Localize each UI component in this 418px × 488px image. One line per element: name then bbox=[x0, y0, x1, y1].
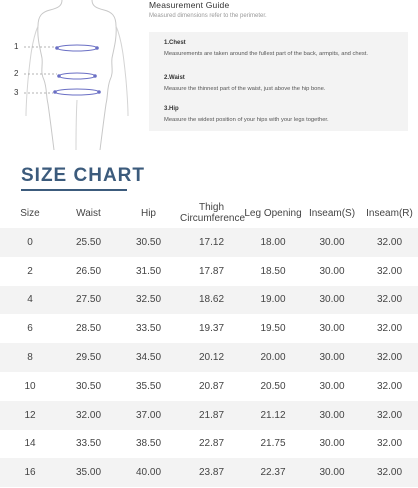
table-cell: 19.50 bbox=[260, 323, 286, 335]
body-figure-illustration bbox=[0, 0, 140, 150]
table-cell: 30.50 bbox=[135, 236, 162, 248]
hip-text: Measure the widest position of your hips with your legs together. bbox=[164, 117, 329, 123]
table-cell: 19.37 bbox=[198, 323, 225, 335]
waist-text: Measure the thinnest part of the waist, just above the hip bone. bbox=[164, 86, 326, 92]
table-cell: 30.00 bbox=[319, 352, 345, 364]
table-cell: 21.75 bbox=[260, 438, 286, 450]
table-cell: 32.00 bbox=[75, 409, 102, 421]
table-row bbox=[0, 314, 418, 343]
table-cell: 8 bbox=[27, 352, 33, 364]
table-cell: 32.00 bbox=[376, 294, 403, 306]
table-cell: 18.50 bbox=[260, 265, 286, 277]
table-cell: 32.00 bbox=[376, 265, 403, 277]
column-header: Leg Opening bbox=[244, 207, 302, 219]
table-cell: 17.12 bbox=[198, 236, 225, 248]
table-cell: 27.50 bbox=[75, 294, 102, 306]
table-cell: 14 bbox=[24, 438, 36, 450]
table-cell: 33.50 bbox=[75, 438, 102, 450]
table-cell: 31.50 bbox=[135, 265, 162, 277]
guide-title: Measurement Guide bbox=[149, 0, 230, 10]
column-header: Thigh Circumference bbox=[180, 202, 246, 224]
chest-text: Measurements are taken around the fullest part of the back, armpits, and chest. bbox=[164, 51, 368, 57]
table-cell: 10 bbox=[24, 380, 36, 392]
table-cell: 40.00 bbox=[135, 467, 162, 479]
table-cell: 2 bbox=[27, 265, 33, 277]
chest-instruction bbox=[164, 40, 399, 58]
column-header: Inseam(S) bbox=[308, 207, 356, 219]
table-cell: 21.12 bbox=[260, 409, 286, 421]
table-cell: 29.50 bbox=[75, 352, 102, 364]
table-cell: 22.37 bbox=[260, 467, 286, 479]
column-header: Inseam(R) bbox=[366, 207, 413, 219]
size-chart-table bbox=[0, 198, 418, 487]
table-cell: 35.00 bbox=[75, 467, 102, 479]
table-cell: 18.62 bbox=[198, 294, 225, 306]
table-cell: 23.87 bbox=[198, 467, 225, 479]
table-row bbox=[0, 401, 418, 430]
hip-marker-label: 3 bbox=[14, 88, 19, 97]
table-cell: 30.50 bbox=[75, 380, 102, 392]
column-header: Waist bbox=[76, 207, 101, 219]
table-cell: 35.50 bbox=[135, 380, 162, 392]
table-cell: 0 bbox=[27, 236, 33, 248]
table-cell: 30.00 bbox=[319, 323, 345, 335]
table-cell: 20.12 bbox=[198, 352, 225, 364]
waist-instruction bbox=[164, 75, 399, 93]
hip-heading: 3.Hip bbox=[164, 106, 179, 112]
table-row bbox=[0, 286, 418, 315]
table-cell: 19.00 bbox=[260, 294, 286, 306]
table-body bbox=[0, 228, 418, 487]
table-cell: 21.87 bbox=[198, 409, 225, 421]
size-chart-title: SIZE CHART bbox=[21, 165, 145, 186]
column-header: Size bbox=[20, 207, 40, 219]
table-cell: 6 bbox=[27, 323, 33, 335]
table-cell: 32.00 bbox=[376, 236, 403, 248]
waist-marker-label: 2 bbox=[14, 69, 19, 78]
table-cell: 32.00 bbox=[376, 352, 403, 364]
title-underline bbox=[21, 189, 127, 191]
table-cell: 32.00 bbox=[376, 380, 403, 392]
table-cell: 32.50 bbox=[135, 294, 162, 306]
table-cell: 37.00 bbox=[135, 409, 162, 421]
table-row bbox=[0, 257, 418, 286]
body-figure bbox=[0, 0, 140, 150]
table-cell: 28.50 bbox=[75, 323, 102, 335]
table-row bbox=[0, 458, 418, 487]
table-cell: 30.00 bbox=[319, 409, 345, 421]
table-cell: 34.50 bbox=[135, 352, 162, 364]
table-cell: 32.00 bbox=[376, 409, 403, 421]
table-row bbox=[0, 372, 418, 401]
chest-heading: 1.Chest bbox=[164, 40, 186, 46]
table-cell: 30.00 bbox=[319, 294, 345, 306]
table-cell: 20.87 bbox=[198, 380, 225, 392]
table-cell: 12 bbox=[24, 409, 36, 421]
table-cell: 32.00 bbox=[376, 467, 403, 479]
table-cell: 16 bbox=[24, 467, 36, 479]
table-cell: 30.00 bbox=[319, 380, 345, 392]
table-cell: 20.00 bbox=[260, 352, 286, 364]
table-row bbox=[0, 228, 418, 257]
table-header-row bbox=[0, 198, 418, 228]
table-cell: 32.00 bbox=[376, 323, 403, 335]
table-cell: 4 bbox=[27, 294, 33, 306]
waist-heading: 2.Waist bbox=[164, 75, 185, 81]
chest-marker-label: 1 bbox=[14, 42, 19, 51]
table-cell: 26.50 bbox=[75, 265, 102, 277]
guide-subtitle: Measured dimensions refer to the perimeter. bbox=[149, 13, 267, 19]
column-header: Hip bbox=[140, 207, 156, 219]
table-cell: 30.00 bbox=[319, 265, 345, 277]
table-cell: 32.00 bbox=[376, 438, 403, 450]
guide-instructions bbox=[149, 32, 408, 131]
hip-instruction bbox=[164, 106, 399, 124]
table-cell: 30.00 bbox=[319, 467, 345, 479]
table-row bbox=[0, 343, 418, 372]
table-cell: 30.00 bbox=[319, 236, 345, 248]
table-row bbox=[0, 430, 418, 459]
table-cell: 20.50 bbox=[260, 380, 286, 392]
table-cell: 38.50 bbox=[135, 438, 162, 450]
table-cell: 33.50 bbox=[135, 323, 162, 335]
table-cell: 25.50 bbox=[75, 236, 102, 248]
table-cell: 18.00 bbox=[260, 236, 286, 248]
table-cell: 17.87 bbox=[198, 265, 225, 277]
table-cell: 30.00 bbox=[319, 438, 345, 450]
table-cell: 22.87 bbox=[198, 438, 225, 450]
measurement-guide bbox=[0, 0, 418, 150]
